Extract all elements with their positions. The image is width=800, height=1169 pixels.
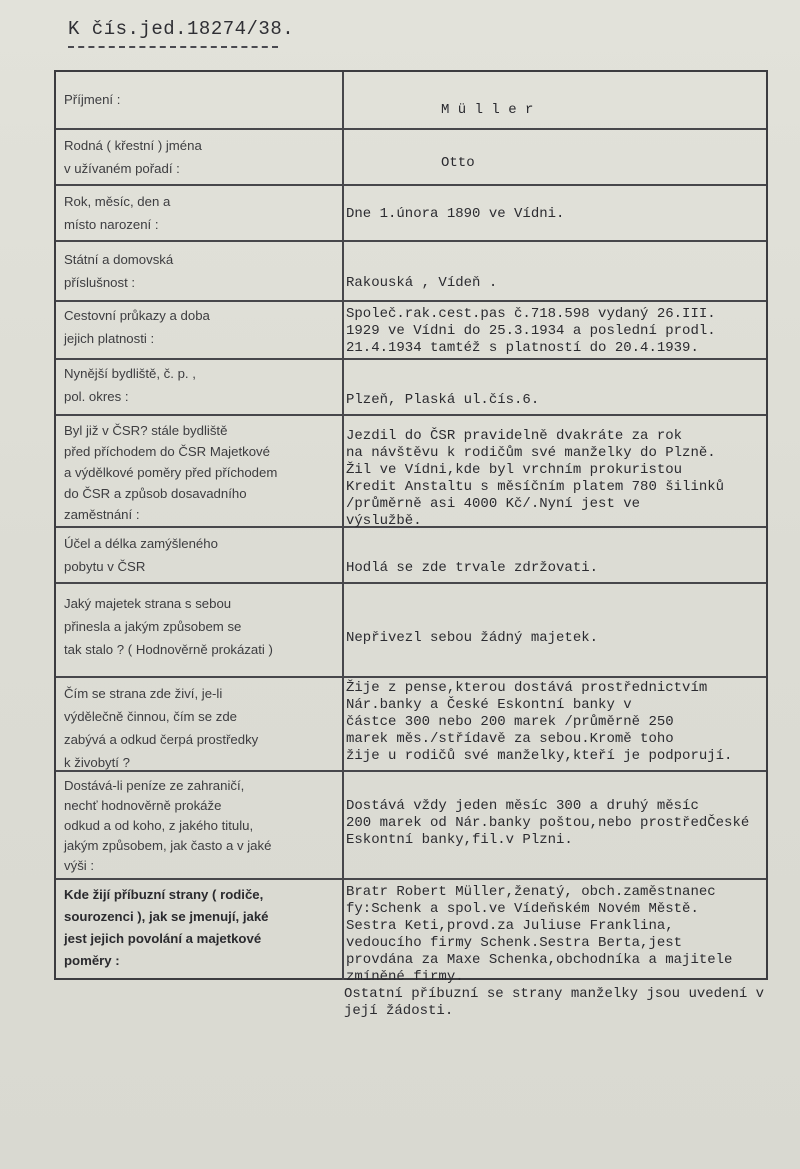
value-foreign-money: Dostává vždy jeden měsíc 300 a druhý měsíc 200 marek od Nár.banky poštou,nebo prostředČeské Eskontní banky,fil.v Plzni. [346,798,750,848]
label-given-names: Rodná ( křestní ) jména v užívaném pořadí : [64,138,202,176]
reference-underline [68,46,278,48]
column-divider [342,772,344,878]
value-birth: Dne 1.února 1890 ve Vídni. [346,206,565,222]
label-purpose: Účel a délka zamýšleného pobytu v ČSR [64,536,218,574]
value-passports: Společ.rak.cest.pas č.718.598 vydaný 26.III. 1929 ve Vídni do 25.3.1934 a poslední prodl. 21.4.1934 tamtéž s platností do 20.4.1939. [346,306,716,356]
row-previous-stay [56,416,766,528]
label-surname: Příjmení : [64,92,121,107]
row-livelihood [56,678,766,772]
label-property: Jaký majetek strana s sebou přinesla a jakým způsobem se tak stalo ? ( Hodnověrně prokázati ) [64,596,273,657]
column-divider [342,360,344,414]
label-previous-stay: Byl již v ČSR? stále bydliště před příchodem do ČSR Majetkové a výdělkové poměry před příchodem do ČSR a způsob dosavadního zaměstnání : [64,423,278,522]
value-citizenship: Rakouská , Vídeň . [346,275,498,291]
column-divider [342,130,344,184]
label-residence: Nynější bydliště, č. p. , pol. okres : [64,366,196,404]
row-foreign-money [56,772,766,880]
label-citizenship: Státní a domovská příslušnost : [64,252,174,290]
row-citizenship [56,242,766,302]
label-foreign-money: Dostává-li peníze ze zahraničí, nechť hodnověrně prokáže odkud a od koho, z jakého titulu, jakým způsobem, jak často a v jaké výši : [64,778,272,873]
column-divider [342,678,344,770]
value-livelihood: Žije z pense,kterou dostává prostřednictvím Nár.banky a České Eskontní banky v částce 300 nebo 200 marek /průměrně 250 marek měs./střídavě za sebou.Kromě toho žije u rodičů své manželky,kteří je podporují. [346,680,733,764]
label-passports: Cestovní průkazy a doba jejich platnosti : [64,308,210,346]
reference-number: K čís.jed.18274/38. [68,18,295,40]
column-divider [342,416,344,526]
row-residence [56,360,766,416]
column-divider [342,880,344,980]
row-relatives [56,880,766,985]
label-relatives: Kde žijí příbuzní strany ( rodiče, sourozenci ), jak se jmenují, jaké jest jejich povolání a majetkové poměry : [64,887,269,968]
row-property [56,584,766,678]
continuation-note: Ostatní příbuzní se strany manželky jsou uvedení v její žádosti. [344,986,765,1019]
registration-form [54,70,768,985]
row-purpose [56,528,766,584]
label-livelihood: Čím se strana zde živí, je-li výdělečně činnou, čím se zde zabývá a odkud čerpá prostředky k živobytí ? [64,686,259,770]
value-previous-stay: Jezdil do ČSR pravidelně dvakráte za rok na návštěvu k rodičům své manželky do Plzně. Žil ve Vídni,kde byl vrchním prokuristou Kredit Anstaltu s měsíčním platem 780 šilinků /průměrně asi 4000 Kč/.Nyní jest ve výslužbě. [346,428,725,529]
label-birth: Rok, měsíc, den a místo narození : [64,194,171,232]
value-relatives: Bratr Robert Müller,ženatý, obch.zaměstnanec fy:Schenk a spol.ve Vídeňském Novém Městě. Sestra Keti,provd.za Juliuse Franklina, vedoucího firmy Schenk.Sestra Berta,jest provdána za Maxe Schenka,obchodníka a majitele zmíněné firmy. [346,884,733,985]
row-passports [56,302,766,360]
value-surname: M ü l l e r [441,102,534,118]
value-property: Nepřivezl sebou žádný majetek. [346,630,599,646]
column-divider [342,186,344,240]
column-divider [342,72,344,128]
column-divider [342,584,344,676]
row-birth [56,186,766,242]
column-divider [342,302,344,358]
value-purpose: Hodlá se zde trvale zdržovati. [346,560,599,576]
column-divider [342,242,344,300]
row-given-names [56,130,766,186]
row-surname [56,72,766,130]
column-divider [342,528,344,582]
value-given-names: Otto [441,155,475,171]
value-residence: Plzeň, Plaská ul.čís.6. [346,392,540,408]
